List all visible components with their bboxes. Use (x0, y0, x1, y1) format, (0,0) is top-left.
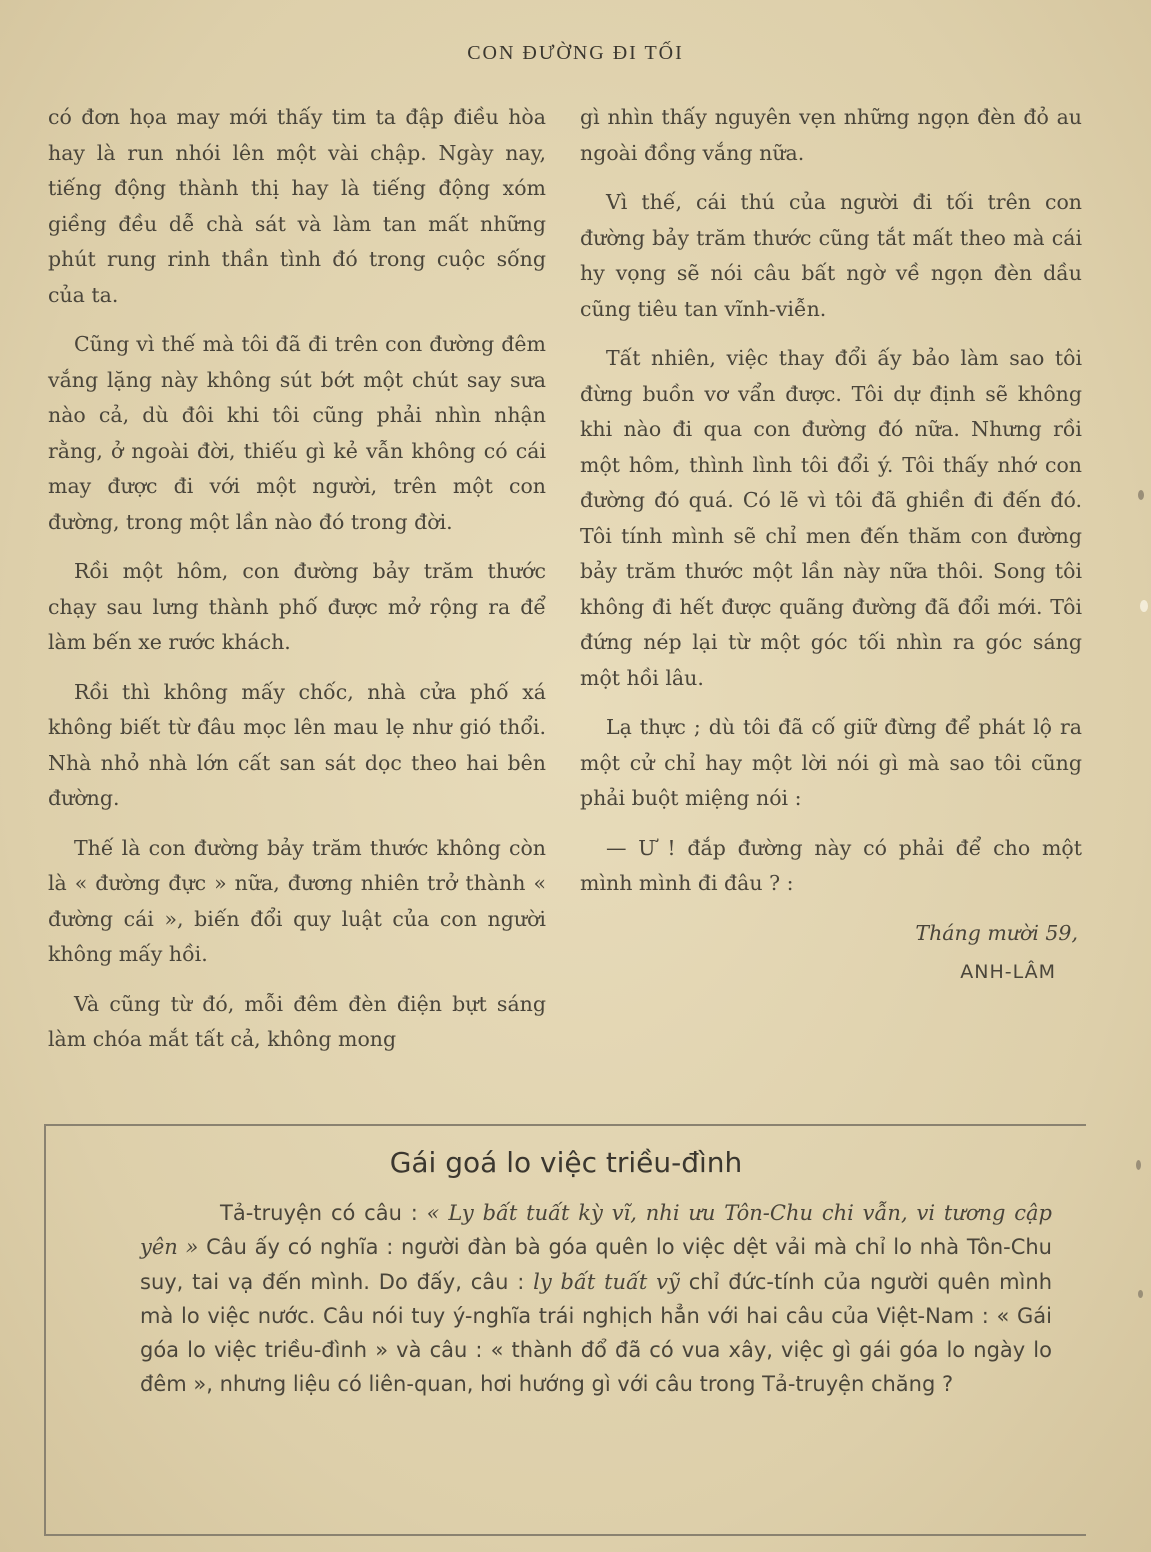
paragraph: Tất nhiên, việc thay đổi ấy bảo làm sao tôi đừng buồn vơ vẩn được. Tôi dự định sẽ không khi nào đi qua con đường đó nữa. Nhưng rồi một hôm, thình lình tôi đổi ý. Tôi thấy nhớ con đường đó quá. Có lẽ vì tôi đã ghiền đi đến đó. Tôi tính mình sẽ chỉ men đến thăm con đường bảy trăm thước một lần này nữa thôi. Song tôi không đi hết được quãng đường đã đổi mới. Tôi đứng nép lại từ một góc tối nhìn ra góc sáng một hồi lâu. (580, 346, 1082, 690)
paragraph: gì nhìn thấy nguyên vẹn những ngọn đèn đỏ au ngoài đồng vắng nữa. (580, 105, 1082, 165)
signoff-date: Tháng mười 59, (915, 920, 1078, 945)
box-mid: Câu ấy có nghĩa : người đàn bà góa quên lo việc dệt vải mà chỉ lo nhà Tôn-Chu suy, tai vạ đến mình. Do đấy, câu : (140, 1235, 1052, 1294)
right-column (580, 100, 1082, 991)
paper-speck (1138, 1290, 1143, 1298)
paper-speck (1140, 600, 1148, 612)
running-head: CON ĐƯỜNG ĐI TỐI (467, 42, 684, 64)
paper-speck (1138, 490, 1144, 500)
signoff-author: ANH-LÂM (960, 961, 1056, 983)
box-rest: chỉ đức-tính của người quên mình mà lo việc nước. Câu nói tuy ý-nghĩa trái nghịch hẳn với hai câu của Việt-Nam : « Gái góa lo việc triều-đình » và câu : « thành đổ đã có vua xây, việc gì gái góa lo ngày lo đêm », nhưng liệu có liên-quan, hơi hướng gì với câu trong Tả-truyện chăng ? (140, 1269, 1053, 1397)
paragraph: Thế là con đường bảy trăm thước không còn là « đường đực » nữa, đương nhiên trở thành « đường cái », biến đổi quy luật của con người không mấy hồi. (48, 835, 546, 966)
paragraph: có đơn họa may mới thấy tim ta đập điều hòa hay là run nhói lên một vài chập. Ngày nay, tiếng động thành thị hay là tiếng động xóm giềng đều dễ chà sát và làm tan mất những phút rung rinh thần tình đó trong cuộc sống của ta. (48, 105, 546, 307)
paragraph: Lạ thực ; dù tôi đã cố giữ đừng để phát lộ ra một cử chỉ hay một lời nói gì mà sao tôi cũng phải buột miệng nói : (580, 715, 1082, 810)
paragraph: Rồi một hôm, con đường bảy trăm thước chạy sau lưng thành phố được mở rộng ra để làm bến xe rước khách. (48, 559, 546, 654)
box-phrase: ly bất tuất vỹ (533, 1269, 680, 1294)
paragraph: — Ư ! đắp đường này có phải để cho một mình mình đi đâu ? : (580, 835, 1082, 895)
sidebar-box (44, 1124, 1086, 1536)
box-title: Gái goá lo việc triều-đình (389, 1146, 743, 1179)
paragraph: Cũng vì thế mà tôi đã đi trên con đường đêm vắng lặng này không sút bớt một chút say sưa nào cả, dù đôi khi tôi cũng phải nhìn nhận rằng, ở ngoài đời, thiếu gì kẻ vẫn không có cái may được đi với một người, trên một con đường, trong một lần nào đó trong đời. (48, 332, 546, 534)
box-quote: « Ly bất tuất kỳ vĩ, nhi ưu Tôn-Chu chi vẫn, vi tương cập yên » (140, 1201, 1052, 1260)
box-intro: Tả-truyện có câu : (220, 1201, 427, 1225)
paper-speck (1136, 1160, 1141, 1170)
box-body (140, 1196, 1052, 1402)
paragraph: Vì thế, cái thú của người đi tối trên con đường bảy trăm thước cũng tắt mất theo mà cái hy vọng sẽ nói câu bất ngờ về ngọn đèn dầu cũng tiêu tan vĩnh-viễn. (580, 190, 1082, 321)
paragraph: Và cũng từ đó, mỗi đêm đèn điện bựt sáng làm chóa mắt tất cả, không mong (48, 991, 546, 1051)
left-column (48, 100, 546, 1072)
paragraph: Rồi thì không mấy chốc, nhà cửa phố xá không biết từ đâu mọc lên mau lẹ như gió thổi. Nhà nhỏ nhà lớn cất san sát dọc theo hai bên đường. (48, 679, 546, 810)
